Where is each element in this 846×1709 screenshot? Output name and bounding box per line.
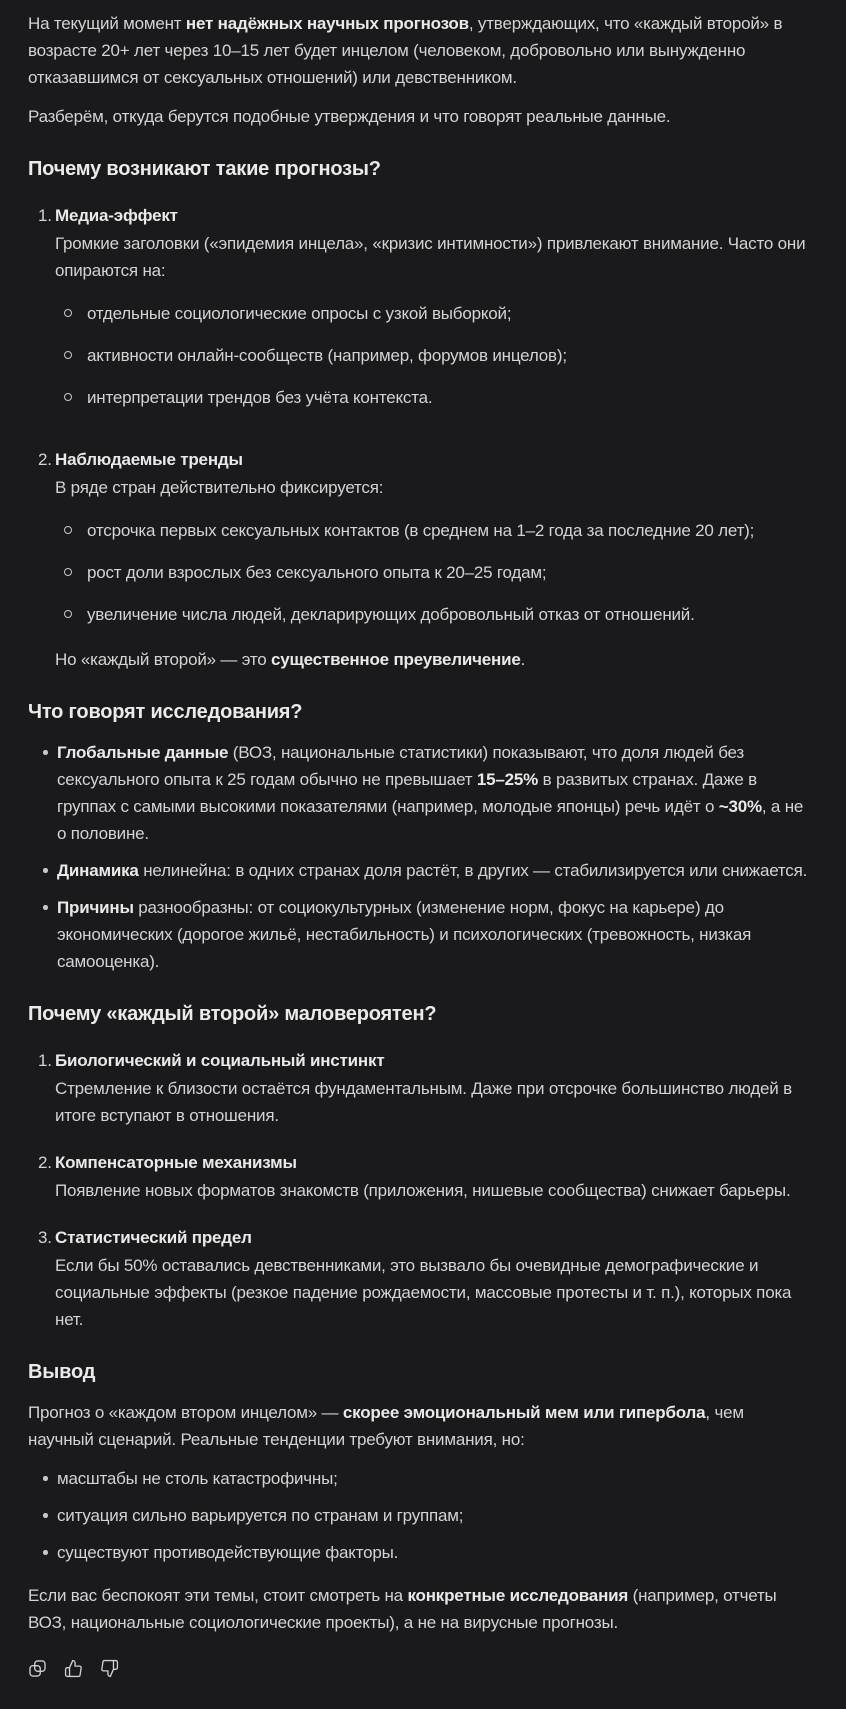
sub-bullet: интерпретации трендов без учёта контекста. (55, 384, 812, 411)
list-item-text: В ряде стран действительно фиксируется: (55, 478, 384, 497)
bullet-list-conclusion (28, 1465, 812, 1566)
list-item (38, 1224, 812, 1333)
list-item-text: Если бы 50% оставались девственниками, это вызвало бы очевидные демографические и социальные эффекты (резкое падение рождаемости, массовые протесты и т. п.), которых пока нет. (55, 1256, 792, 1329)
dislike-button[interactable] (100, 1660, 119, 1679)
bullet-item: Причины разнообразны: от социокультурных (изменение норм, фокус на карьере) до экономических (дорогое жильё, нестабильность) и психологических (тревожность, низкая самооценка). (28, 894, 812, 975)
list-item (38, 1149, 812, 1204)
list-item-number: 1. (38, 1051, 52, 1070)
message-action-bar (28, 1660, 812, 1679)
copy-button[interactable] (28, 1660, 47, 1679)
sub-bullet: увеличение числа людей, декларирующих добровольный отказ от отношений. (55, 601, 812, 628)
list-item (38, 1047, 812, 1129)
bullet-item: Динамика нелинейна: в одних странах доля растёт, в других — стабилизируется или снижается. (28, 857, 812, 884)
sub-bullet: отдельные социологические опросы с узкой выборкой; (55, 300, 812, 327)
list-item-number: 2. (38, 450, 52, 469)
thumbs-down-icon (100, 1659, 119, 1681)
closing-paragraph: Если вас беспокоят эти темы, стоит смотреть на конкретные исследования (например, отчеты ВОЗ, национальные социологические проекты), а не на вирусные прогнозы. (28, 1586, 777, 1632)
sub-bullet: активности онлайн-сообществ (например, форумов инцелов); (55, 342, 812, 369)
list-item-title: Биологический и социальный инстинкт (55, 1051, 385, 1070)
section-heading-research: Что говорят исследования? (28, 701, 303, 723)
bullet-list-research (28, 739, 812, 975)
section-heading-forecasts: Почему возникают такие прогнозы? (28, 158, 381, 180)
list-item-number: 3. (38, 1228, 52, 1247)
intro-paragraph: На текущий момент нет надёжных научных прогнозов, утверждающих, что «каждый второй» в возрасте 20+ лет через 10–15 лет будет инцелом (человеком, добровольно или вынужденно отказавшимся от сексуальных отношений) или девственником. (28, 14, 783, 87)
numbered-list-unlikely (38, 1047, 812, 1333)
list-item-text: Громкие заголовки («эпидемия инцела», «кризис интимности») привлекают внимание. Часто они опираются на: (55, 234, 806, 280)
list-item-title: Компенсаторные механизмы (55, 1153, 297, 1172)
list-item-number: 2. (38, 1153, 52, 1172)
section-heading-unlikely: Почему «каждый второй» маловероятен? (28, 1003, 437, 1025)
list-item-conclusion: Но «каждый второй» — это существенное преувеличение. (55, 650, 526, 669)
list-item (38, 202, 812, 426)
thumbs-up-icon (64, 1659, 83, 1681)
list-item-title: Статистический предел (55, 1228, 252, 1247)
list-item-text: Стремление к близости остаётся фундаментальным. Даже при отсрочке большинство людей в итоге вступают в отношения. (55, 1079, 792, 1125)
numbered-list-forecasts (38, 202, 812, 673)
list-item-number: 1. (38, 206, 52, 225)
bullet-item: ситуация сильно варьируется по странам и группам; (28, 1502, 812, 1529)
list-item-text: Появление новых форматов знакомств (приложения, нишевые сообщества) снижает барьеры. (55, 1181, 791, 1200)
sub-bullet-list (55, 300, 812, 411)
copy-icon (28, 1659, 47, 1681)
bullet-item: существуют противодействующие факторы. (28, 1539, 812, 1566)
sub-bullet-list (55, 517, 812, 628)
sub-bullet: рост доли взрослых без сексуального опыта к 20–25 годам; (55, 559, 812, 586)
bullet-item: масштабы не столь катастрофичны; (28, 1465, 812, 1492)
list-item (38, 446, 812, 673)
list-item-title: Медиа-эффект (55, 206, 178, 225)
bullet-item: Глобальные данные (ВОЗ, национальные статистики) показывают, что доля людей без сексуального опыта к 25 годам обычно не превышает 15–25% в развитых странах. Даже в группах с самыми высокими показателями (например, молодые японцы) речь идёт о ~30%, а не о половине. (28, 739, 812, 847)
sub-bullet: отсрочка первых сексуальных контактов (в среднем на 1–2 года за последние 20 лет); (55, 517, 812, 544)
section-heading-conclusion: Вывод (28, 1361, 96, 1383)
list-item-title: Наблюдаемые тренды (55, 450, 243, 469)
intro-paragraph-2: Разберём, откуда берутся подобные утверждения и что говорят реальные данные. (28, 107, 671, 126)
like-button[interactable] (64, 1660, 83, 1679)
conclusion-paragraph: Прогноз о «каждом втором инцелом» — скорее эмоциональный мем или гипербола, чем научный сценарий. Реальные тенденции требуют внимания, но: (28, 1403, 744, 1449)
